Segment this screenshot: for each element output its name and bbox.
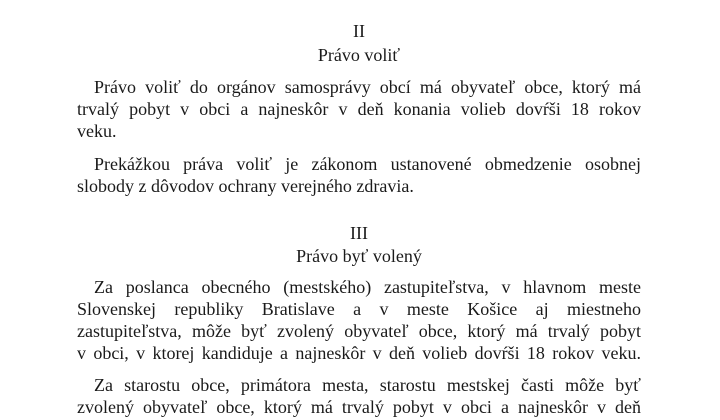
paragraph-line: veku. <box>77 121 117 141</box>
section-3-paragraph-2 <box>77 374 641 418</box>
section-3-paragraph-1 <box>77 276 641 364</box>
paragraph-line: Za starostu obce, primátora mesta, starostu mestskej časti môže byť <box>94 375 641 395</box>
paragraph-line: Za poslanca obecného (mestského) zastupiteľstva, v hlavnom meste <box>94 277 641 297</box>
paragraph-line: zvolený obyvateľ obce, ktorý má trvalý pobyt v obci a najneskôr v deň <box>77 397 641 417</box>
paragraph-line: zastupiteľstva, môže byť zvolený obyvateľ obce, ktorý má trvalý pobyt <box>77 321 641 341</box>
section-2-paragraph-1 <box>77 76 641 142</box>
section-2-number: II <box>353 21 365 41</box>
paragraph-line: trvalý pobyt v obci a najneskôr v deň konania volieb dovŕši 18 rokov <box>77 99 641 119</box>
section-3-number: III <box>350 223 368 243</box>
section-2-paragraph-2 <box>77 153 641 197</box>
section-3-title: Právo byť volený <box>296 246 422 266</box>
paragraph-line: slobody z dôvodov ochrany verejného zdravia. <box>77 176 414 196</box>
section-2-title: Právo voliť <box>317 45 401 65</box>
paragraph-line: Slovenskej republiky Bratislave a v meste Košice aj miestneho <box>77 299 641 319</box>
paragraph-line: Prekážkou práva voliť je zákonom ustanovené obmedzenie osobnej <box>94 154 641 174</box>
paragraph-line: Právo voliť do orgánov samosprávy obcí má obyvateľ obce, ktorý má <box>94 77 641 97</box>
paragraph-line: v obci, v ktorej kandiduje a najneskôr v deň volieb dovŕši 18 rokov veku. <box>77 343 641 363</box>
